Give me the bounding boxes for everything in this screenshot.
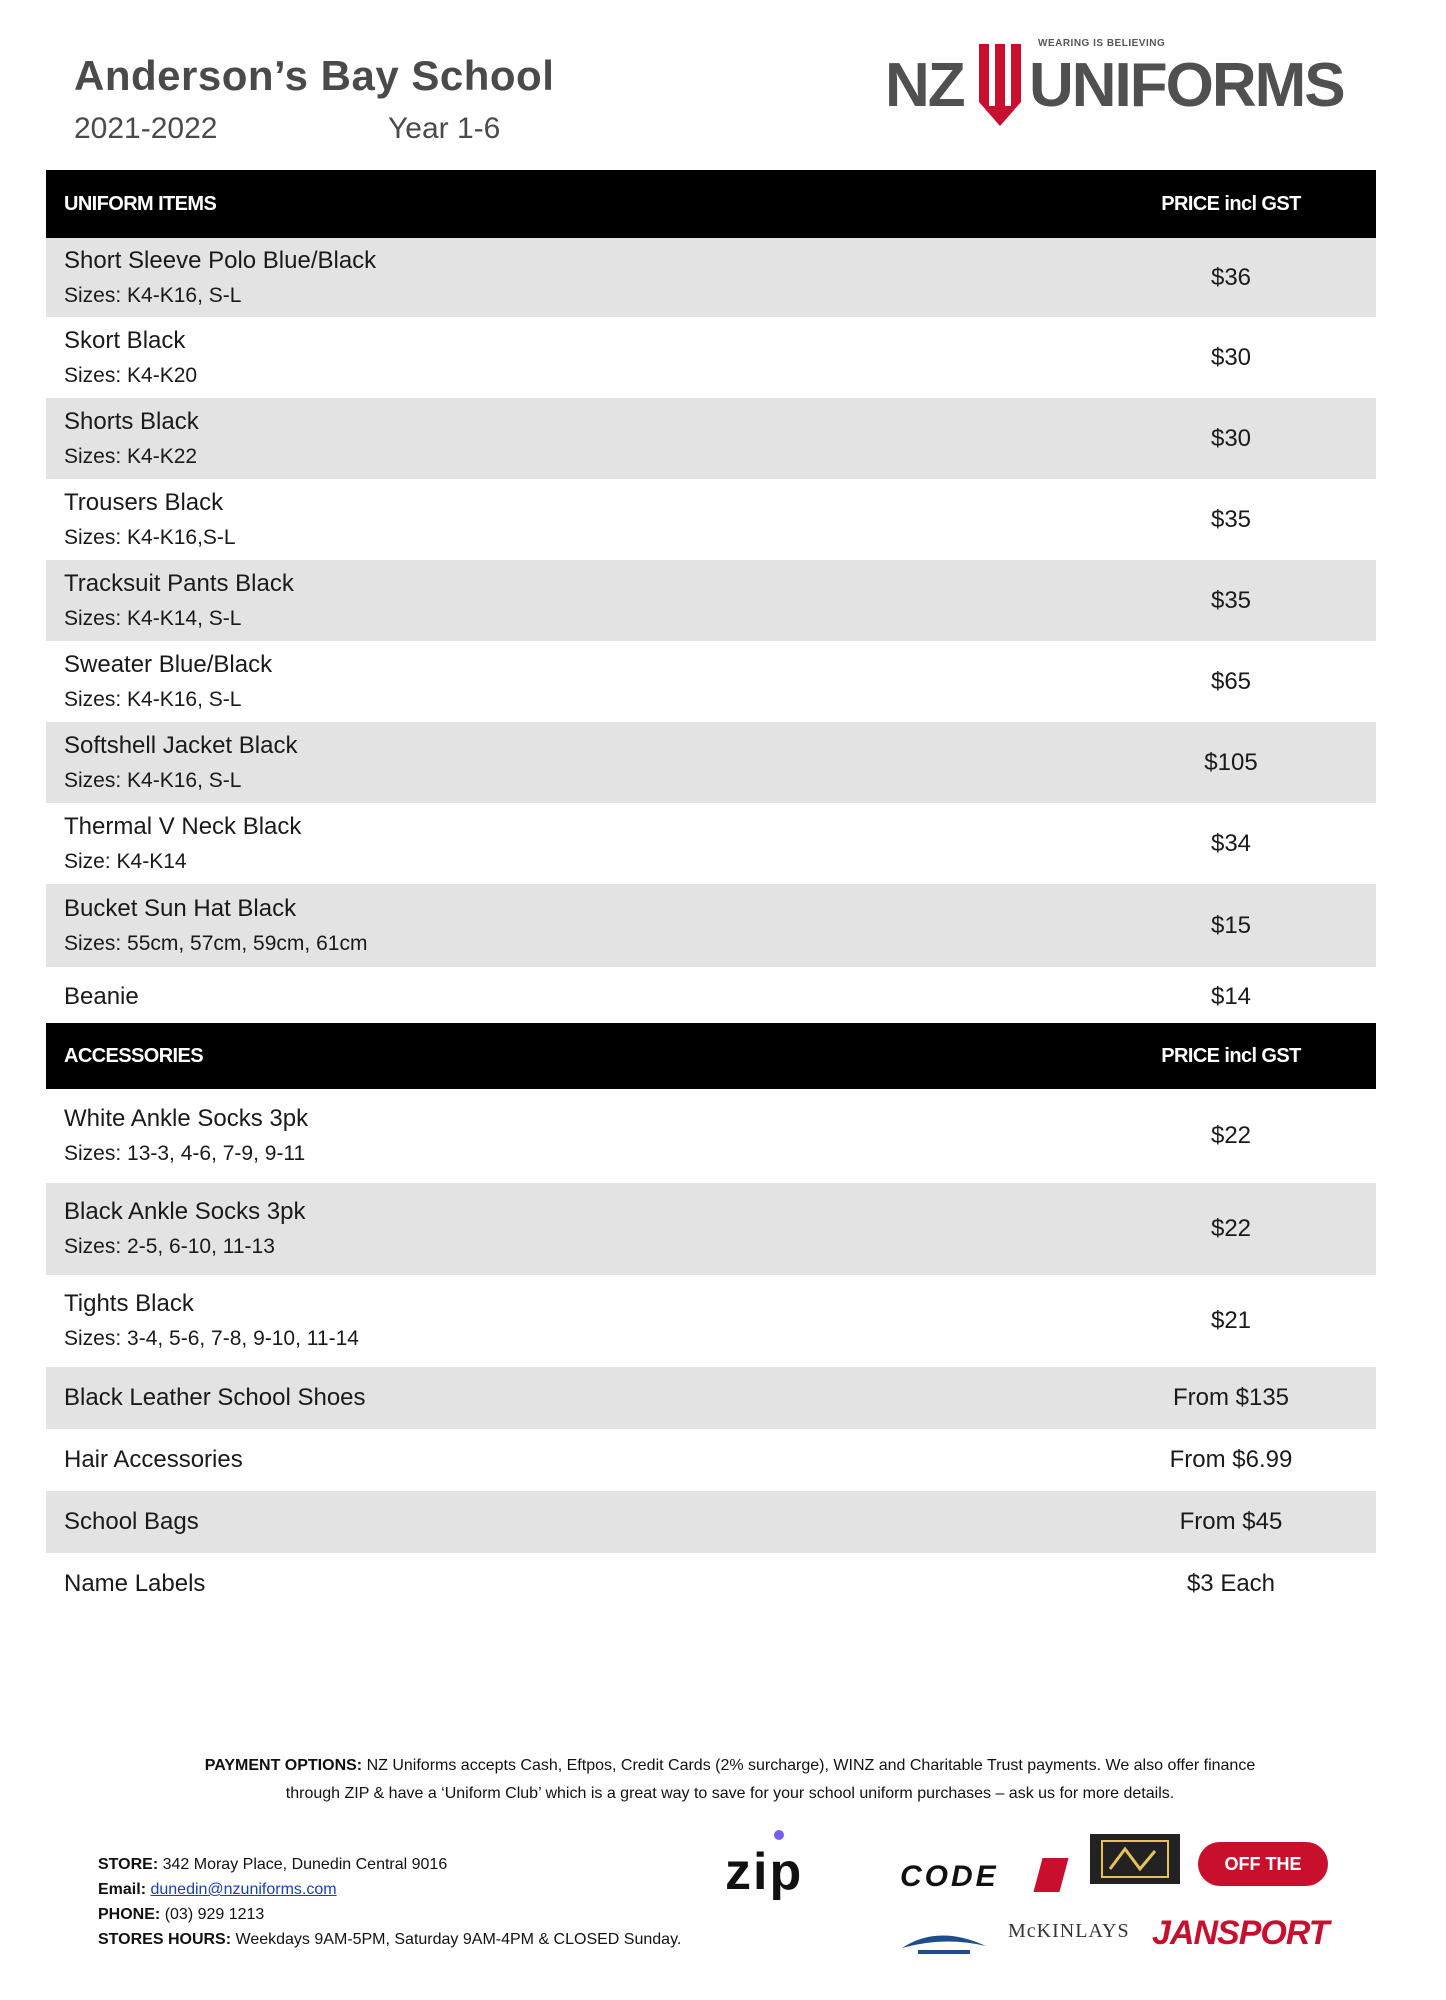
item-name: Skort Black [64, 326, 186, 354]
brand-logos [720, 1830, 1350, 1970]
col-price: PRICE incl GST [1161, 192, 1301, 215]
item-price: From $6.99 [1169, 1446, 1293, 1473]
zip-logo: zip [725, 1843, 804, 1901]
payment-line1: NZ Uniforms accepts Cash, Eftpos, Credit Cards (2% surcharge), WINZ and Charitable Trust payments. We also offer finance [366, 1757, 1256, 1774]
item-price: $35 [1210, 505, 1252, 533]
item-sizes: Sizes: K4-K16, S-L [64, 687, 242, 711]
item-sizes: Sizes: K4-K22 [64, 444, 198, 468]
store-hours: Weekdays 9AM-5PM, Saturday 9AM-4PM & CLOSED Sunday. [235, 1931, 682, 1948]
item-cell [46, 979, 1086, 1015]
item-sizes: Sizes: K4-K14, S-L [64, 606, 242, 630]
phone-label: PHONE: [98, 1906, 161, 1923]
logo-tagline: WEARING IS BELIEVING [1038, 38, 1166, 49]
item-price: $35 [1210, 586, 1252, 614]
item-sizes: Sizes: 13-3, 4-6, 7-9, 9-11 [64, 1142, 306, 1165]
table-row [46, 317, 1376, 398]
col-uniform-items: UNIFORM ITEMS [64, 192, 217, 215]
item-price: $30 [1210, 424, 1252, 452]
item-name: Sweater Blue/Black [64, 650, 273, 678]
code-logo: CODE [900, 1860, 999, 1893]
item-price: $22 [1210, 1215, 1252, 1242]
uniform-table-header [46, 170, 1376, 238]
phone-number: (03) 929 1213 [164, 1906, 265, 1923]
logo-uniforms-text: UNIFORMS [1029, 51, 1344, 120]
table-row [46, 1553, 1376, 1615]
item-price: From $135 [1172, 1384, 1290, 1411]
nz-uniforms-logo [885, 30, 1355, 130]
school-name: Anderson’s Bay School [74, 52, 555, 99]
item-cell [46, 1566, 1086, 1602]
item-cell [46, 1286, 1086, 1356]
item-price: $65 [1210, 667, 1252, 695]
item-name: Thermal V Neck Black [64, 812, 302, 840]
email-label: Email: [98, 1881, 147, 1898]
item-name: Shorts Black [64, 407, 199, 435]
year-level: Year 1-6 [388, 112, 501, 145]
item-name: Black Leather School Shoes [64, 1384, 366, 1411]
table-row [46, 803, 1376, 884]
store-address: 342 Moray Place, Dunedin Central 9016 [162, 1856, 448, 1873]
item-name: Hair Accessories [64, 1446, 243, 1473]
item-price: $21 [1210, 1307, 1252, 1334]
item-cell [46, 1101, 1086, 1171]
item-price: $14 [1210, 982, 1252, 1010]
table-row [46, 1183, 1376, 1275]
item-price: $3 Each [1186, 1570, 1276, 1597]
store-info [98, 1852, 681, 1952]
vans-logo: OFF THE WALL [1198, 1842, 1328, 1886]
item-price: $34 [1210, 829, 1252, 857]
col-accessories: ACCESSORIES [64, 1044, 203, 1067]
item-cell [46, 1504, 1086, 1540]
table-row [46, 641, 1376, 722]
table-row [46, 722, 1376, 803]
table-row [46, 884, 1376, 967]
ascent-logo-icon [898, 1922, 990, 1958]
table-row [46, 1089, 1376, 1183]
item-sizes: Sizes: K4-K16,S-L [64, 525, 236, 549]
brand-badge-logo [1090, 1834, 1180, 1884]
store-label: STORE: [98, 1856, 159, 1873]
payment-options [110, 1752, 1350, 1808]
item-cell [46, 243, 1086, 313]
item-name: Bucket Sun Hat Black [64, 894, 297, 922]
uniform-items-table [46, 170, 1376, 1026]
item-sizes: Sizes: 55cm, 57cm, 59cm, 61cm [64, 931, 368, 955]
item-name: Trousers Black [64, 488, 224, 516]
item-name: White Ankle Socks 3pk [64, 1105, 309, 1132]
table-row [46, 1429, 1376, 1491]
item-cell [46, 323, 1086, 393]
logo-nz-text: NZ [885, 51, 964, 120]
item-price: From $45 [1179, 1508, 1283, 1535]
item-name: Name Labels [64, 1570, 206, 1597]
item-cell [46, 809, 1086, 879]
item-price: $36 [1210, 263, 1252, 291]
item-sizes: Sizes: 2-5, 6-10, 11-13 [64, 1235, 275, 1258]
table-row [46, 560, 1376, 641]
payment-label: PAYMENT OPTIONS: [204, 1757, 363, 1774]
item-sizes: Sizes: K4-K16, S-L [64, 283, 242, 307]
col-price: PRICE incl GST [1161, 1044, 1301, 1067]
item-cell [46, 1442, 1086, 1478]
zip-dot-icon [774, 1830, 784, 1840]
payment-line2: through ZIP & have a ‘Uniform Club’ which is a great way to save for your school uniform purchases – ask us for more details. [285, 1785, 1175, 1802]
item-cell [46, 647, 1086, 717]
table-row [46, 1275, 1376, 1367]
jansport-logo: JANSPORT [1152, 1914, 1329, 1952]
mckinlays-logo: McKINLAYS [1008, 1920, 1130, 1942]
hours-label: STORES HOURS: [98, 1931, 232, 1948]
email-link[interactable]: dunedin@nzuniforms.com [150, 1881, 337, 1898]
item-sizes: Size: K4-K14 [64, 849, 187, 873]
item-price: $22 [1210, 1122, 1252, 1149]
item-price: $105 [1204, 748, 1258, 776]
item-cell [46, 566, 1086, 636]
item-sizes: Sizes: K4-K20 [64, 363, 198, 387]
item-name: Short Sleeve Polo Blue/Black [64, 246, 377, 274]
accessories-table [46, 1023, 1376, 1615]
item-cell [46, 485, 1086, 555]
item-sizes: Sizes: 3-4, 5-6, 7-8, 9-10, 11-14 [64, 1327, 359, 1350]
code-mark-icon [1033, 1858, 1068, 1892]
table-row [46, 398, 1376, 479]
table-row [46, 1491, 1376, 1553]
accessories-table-header [46, 1023, 1376, 1089]
item-cell [46, 404, 1086, 474]
item-cell [46, 891, 1086, 961]
logo-shield-icon [975, 42, 1025, 128]
item-price: $30 [1210, 343, 1252, 371]
school-years: 2021-2022 [74, 112, 218, 145]
item-name: Beanie [64, 982, 139, 1010]
item-name: School Bags [64, 1508, 199, 1535]
table-row [46, 479, 1376, 560]
item-cell [46, 1380, 1086, 1416]
table-row [46, 238, 1376, 317]
item-cell [46, 728, 1086, 798]
item-name: Tights Black [64, 1290, 194, 1317]
item-price: $15 [1210, 911, 1252, 939]
table-row [46, 967, 1376, 1026]
item-sizes: Sizes: K4-K16, S-L [64, 768, 242, 792]
table-row [46, 1367, 1376, 1429]
item-name: Black Ankle Socks 3pk [64, 1198, 306, 1225]
item-cell [46, 1194, 1086, 1264]
item-name: Tracksuit Pants Black [64, 569, 294, 597]
item-name: Softshell Jacket Black [64, 731, 298, 759]
